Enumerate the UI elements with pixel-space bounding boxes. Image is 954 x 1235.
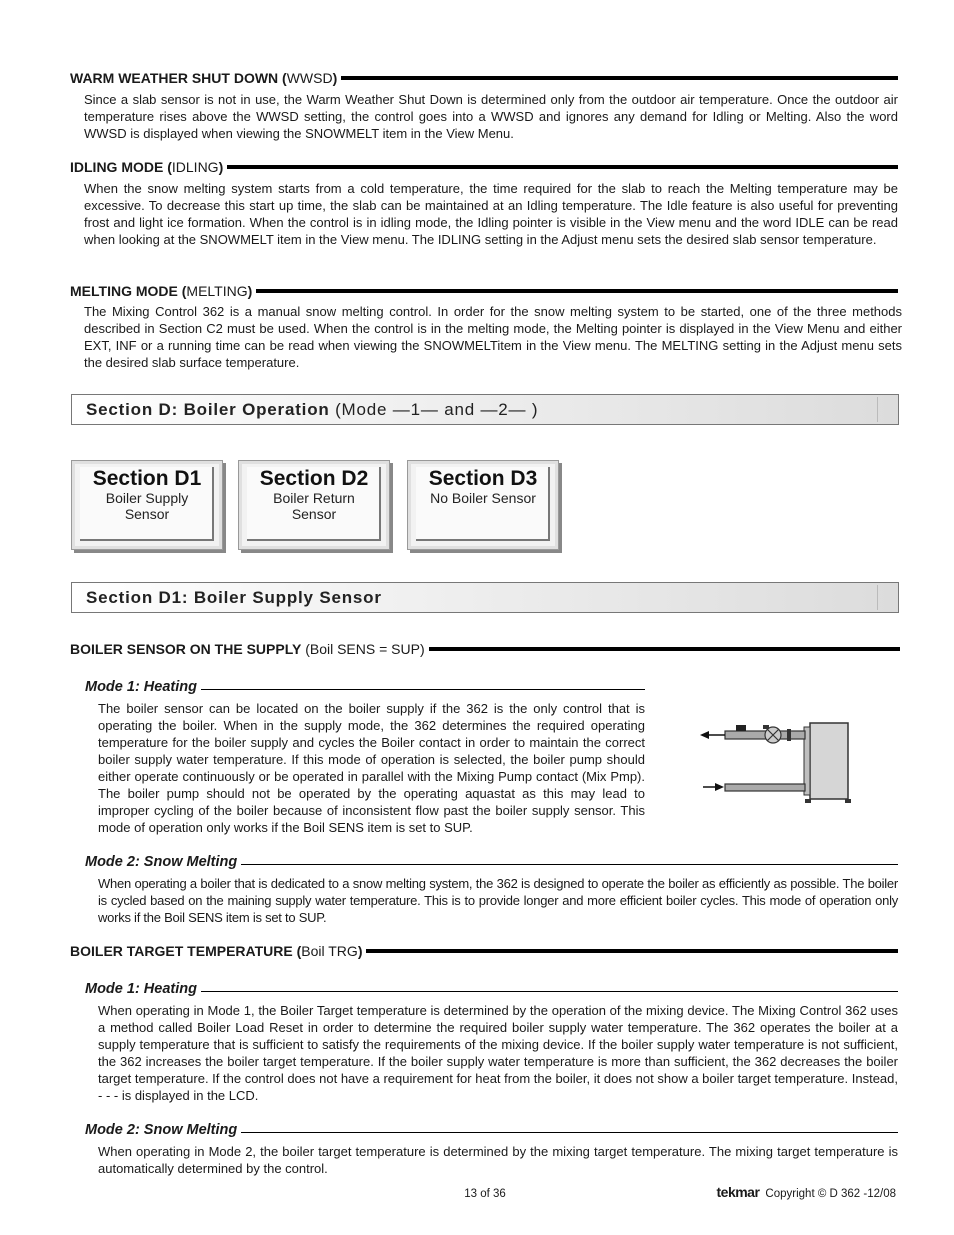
mode1-title: Mode 1: Heating bbox=[85, 679, 197, 695]
copyright-text: Copyright © D 362 -12/08 bbox=[765, 1188, 896, 1200]
section-box-subtitle: Boiler Supply Sensor bbox=[105, 490, 189, 522]
boiler-target-heading bbox=[70, 943, 898, 959]
boiler-sensor-heading-plain: (Boil SENS = SUP) bbox=[301, 641, 425, 657]
boiler-target-mode2-heading bbox=[85, 1122, 898, 1138]
heading-rule bbox=[227, 165, 898, 169]
section-d3-button[interactable] bbox=[407, 460, 559, 550]
mode2-title: Mode 2: Snow Melting bbox=[85, 1122, 238, 1138]
subheading-rule bbox=[201, 991, 898, 992]
section-box-title: Section D1 bbox=[92, 467, 202, 490]
page-number: 13 of 36 bbox=[464, 1188, 506, 1200]
section-box-title: Section D3 bbox=[428, 467, 538, 490]
melting-heading-plain: MELTING bbox=[186, 283, 248, 299]
boiler-sensor-mode1-text: The boiler sensor can be located on the boiler supply if the 362 is the only control that is operating the boiler. When in the supply mode, the 362 determines the required operating temperature for the boiler supply and cycles the Boiler contact in order to maintain the correct boiler supply water temperature. If this mode of operation is selected, the boiler pump should either operate continuously or be operated in parallel with the Mixing Pump contact (Mix Pmp). The boiler pump should not be operated by the operating aquastat as this may lead to improper cycling of the boiler because of inconsistent flow past the boiler supply sensor. This mode of operation only works if the Boil SENS item is set to SUP. bbox=[98, 701, 645, 835]
return-pipe bbox=[725, 784, 805, 791]
melting-heading bbox=[70, 283, 898, 299]
idling-text: When the snow melting system starts from a cold temperature, the time required for the slab to reach the Melting temperature may be excessive. To decrease this start up time, the slab can be maintained at an Idling temperature. The Idle feature is also useful for preventing frost and light ice formation. When the control is in idling mode, the Idling pointer is visible in the View menu and the word IDLE can be read when looking at the SNOWMELT item in the View menu. The IDLING setting in the Adjust menu sets the desired slab sensor temperature. bbox=[84, 181, 898, 247]
valve-flange bbox=[787, 729, 791, 741]
section-d1-band bbox=[71, 582, 899, 613]
wwsd-heading-close: ) bbox=[332, 70, 338, 86]
section-d-title-mode: (Mode —1— and —2— ) bbox=[329, 400, 539, 419]
heading-rule bbox=[429, 647, 900, 651]
band-divider bbox=[877, 585, 878, 610]
boiler-body bbox=[810, 723, 848, 799]
boiler-target-mode1-heading bbox=[85, 981, 898, 997]
boiler-target-mode1-text: When operating in Mode 1, the Boiler Target temperature is determined by the operation of the mixing device. The Mixing Control 362 uses a method called Boiler Load Reset in order to determine the required boiler supply water temperature. The 362 operates the boiler at a supply temperature that is sufficient to satisfy the requirements of the mixing device. If the boiler supply water temperature is not sufficient, the 362 increases the boiler target temperature. If the boiler supply water temperature is more than sufficient, the 362 decreases the boiler target temperature. If the control does not have a requirement for heat from the boiler, it does not show a boiler target temperature. Instead, - - - is displayed in the LCD. bbox=[98, 1003, 898, 1103]
boiler-target-heading-close: ) bbox=[357, 943, 363, 959]
section-box-subtitle: Boiler Return Sensor bbox=[273, 490, 355, 522]
section-d-band bbox=[71, 394, 899, 425]
section-d-title bbox=[86, 400, 538, 420]
band-divider bbox=[877, 397, 878, 422]
right-arrow-icon bbox=[715, 783, 724, 791]
boiler-sensor-heading bbox=[70, 641, 900, 657]
idling-heading-plain: IDLING bbox=[171, 159, 219, 175]
idling-heading-bold: IDLING MODE ( bbox=[70, 159, 172, 175]
boiler-sensor-mode2-text: When operating a boiler that is dedicated to a snow melting system, the 362 is designed to operate the boiler as efficiently as possible. The boiler is cycled based on the maining supply water temperature. This is to provide longer and more efficient boiler cycles. This mode of operation only works if the Boil SENS item is set to SUP. bbox=[98, 876, 898, 925]
boiler-sensor-mode2-heading bbox=[85, 854, 898, 870]
section-box-subtitle: No Boiler Sensor bbox=[430, 490, 536, 506]
boiler-foot bbox=[845, 799, 851, 803]
section-d2-button[interactable] bbox=[238, 460, 390, 550]
subheading-rule bbox=[241, 1132, 898, 1133]
heading-rule bbox=[256, 289, 898, 293]
left-arrow-icon bbox=[700, 731, 709, 739]
boiler-supply-diagram bbox=[695, 715, 860, 805]
wwsd-heading-bold: WARM WEATHER SHUT DOWN ( bbox=[70, 70, 287, 86]
section-d1-button[interactable] bbox=[71, 460, 223, 550]
heading-rule bbox=[366, 949, 898, 953]
supply-sensor bbox=[736, 725, 746, 731]
section-d1-title bbox=[86, 588, 382, 608]
boiler-target-mode2-text: When operating in Mode 2, the boiler target temperature is determined by the mixing target temperature. The mixing target temperature is automatically determined by the control. bbox=[98, 1144, 898, 1176]
boiler-target-heading-plain: Boil TRG bbox=[301, 943, 358, 959]
mode2-title: Mode 2: Snow Melting bbox=[85, 854, 238, 870]
section-d-title-bold: Section D: Boiler Operation bbox=[86, 400, 330, 419]
wwsd-heading bbox=[70, 70, 898, 86]
section-box-title: Section D2 bbox=[259, 467, 369, 490]
boiler-target-heading-bold: BOILER TARGET TEMPERATURE ( bbox=[70, 943, 302, 959]
boiler-sensor-heading-bold: BOILER SENSOR ON THE SUPPLY bbox=[70, 641, 302, 657]
wwsd-text: Since a slab sensor is not in use, the Warm Weather Shut Down is determined only from the outdoor air temperature. Once the outdoor air temperature rises above the WWSD setting, the control goes into a WWSD and ignores any demand for Idling or Melting. Also the word WWSD is displayed when viewing the SNOWMELT item in the View Menu. bbox=[84, 92, 898, 141]
idling-heading bbox=[70, 159, 898, 175]
mode1-title: Mode 1: Heating bbox=[85, 981, 197, 997]
tekmar-logo: tekmar bbox=[716, 1184, 760, 1200]
melting-text: The Mixing Control 362 is a manual snow melting control. In order for the snow melting system to be started, one of the three methods described in Section C2 must be used. When the control is in the melting mode, the Melting pointer is displayed in the View Menu and either EXT, INF or a running time can be read when viewing the SNOWMELTitem in the View menu. The MELTING setting in the Adjust menu sets the desired slab surface temperature. bbox=[84, 304, 902, 370]
boiler-foot bbox=[805, 799, 811, 803]
boiler-sensor-mode1-heading bbox=[85, 679, 645, 695]
idling-heading-close: ) bbox=[218, 159, 224, 175]
subheading-rule bbox=[201, 689, 645, 690]
melting-heading-close: ) bbox=[247, 283, 253, 299]
subheading-rule bbox=[241, 864, 898, 865]
heading-rule bbox=[341, 76, 898, 80]
wwsd-heading-plain: WWSD bbox=[286, 70, 333, 86]
section-d1-title-text: Section D1: Boiler Supply Sensor bbox=[86, 588, 382, 607]
pump-flange bbox=[763, 725, 769, 729]
melting-heading-bold: MELTING MODE ( bbox=[70, 283, 187, 299]
footer-copyright bbox=[717, 1184, 897, 1200]
